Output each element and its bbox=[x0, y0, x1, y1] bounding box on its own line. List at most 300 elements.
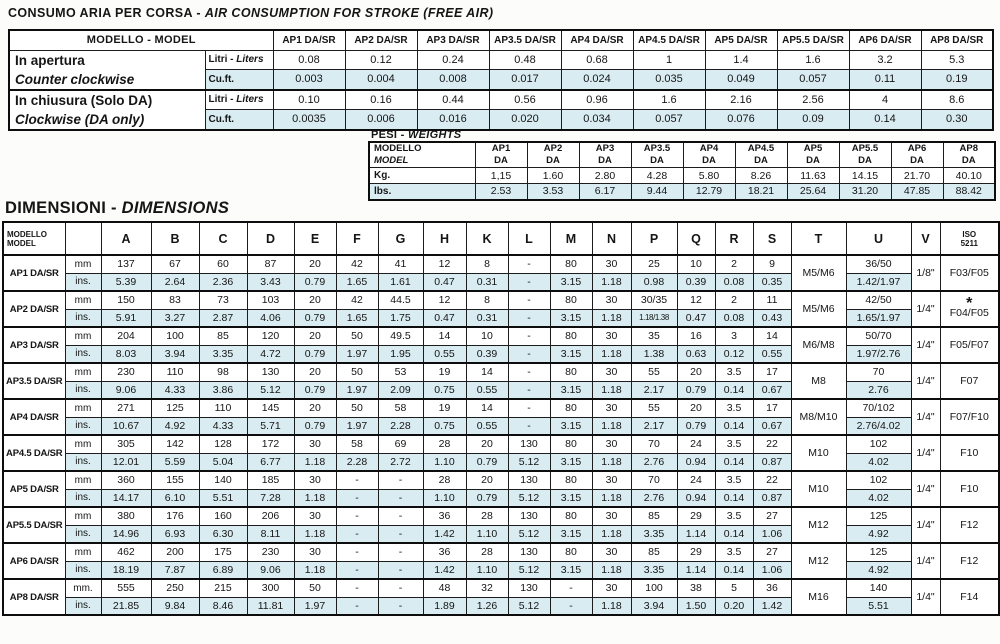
dim-value-cell: 3.15 bbox=[550, 417, 592, 435]
dim-model-label: AP3.5 DA/SR bbox=[3, 363, 65, 399]
dim-unit-label-ins: ins. bbox=[65, 345, 101, 363]
dim-value-cell: 85 bbox=[631, 543, 677, 561]
dim-value-cell: 32 bbox=[466, 579, 508, 597]
weights-model-name: AP3 bbox=[595, 143, 615, 154]
dim-value-cell: 1.42 bbox=[753, 597, 791, 615]
dimensions-unit-column-header bbox=[65, 222, 101, 255]
dim-value-cell: 1.18 bbox=[592, 273, 631, 291]
air-value-cell: 0.034 bbox=[561, 110, 633, 130]
weights-title bbox=[371, 129, 461, 141]
dim-value-cell: 14.96 bbox=[101, 525, 151, 543]
weights-value-cell: 1,15 bbox=[475, 168, 527, 184]
dim-value-cell: 1.18 bbox=[294, 453, 336, 471]
dim-value-cell: 73 bbox=[199, 291, 247, 309]
dim-value-cell: 20 bbox=[294, 363, 336, 381]
weights-data-row bbox=[369, 168, 995, 184]
air-value-cell: 1 bbox=[633, 50, 705, 70]
dim-value-cell: 5.12 bbox=[508, 525, 550, 543]
dim-value-cell: 0.47 bbox=[423, 273, 466, 291]
dim-value-cell: 2 bbox=[715, 291, 753, 309]
dim-value-cell: 20 bbox=[294, 291, 336, 309]
dim-iso-value: F07/F10 bbox=[949, 410, 989, 423]
air-value-cell: 0.004 bbox=[345, 70, 417, 90]
dim-value-cell: 30 bbox=[592, 435, 631, 453]
dim-mm-row bbox=[3, 543, 999, 561]
weights-model-type: DA bbox=[650, 155, 664, 166]
weights-model-type: DA bbox=[702, 155, 716, 166]
dim-column-header: M bbox=[550, 222, 592, 255]
weights-row-label: lbs. bbox=[369, 184, 475, 200]
dim-value-cell: 200 bbox=[151, 543, 199, 561]
weights-value-cell: 21.70 bbox=[891, 168, 943, 184]
dim-value-cell: 1.18 bbox=[592, 525, 631, 543]
dim-value-cell: 8.03 bbox=[101, 345, 151, 363]
air-corner-header: MODELLO - MODEL bbox=[9, 30, 273, 50]
air-value-cell: 0.035 bbox=[633, 70, 705, 90]
dim-value-cell: - bbox=[508, 381, 550, 399]
dim-value-cell: 29 bbox=[677, 507, 715, 525]
dim-column-header: N bbox=[592, 222, 631, 255]
dim-value-cell: 30 bbox=[294, 543, 336, 561]
dim-value-cell: 1.97 bbox=[336, 417, 378, 435]
dim-value-cell: 1.18 bbox=[294, 561, 336, 579]
dim-u-mm-cell: 70/102 bbox=[846, 399, 911, 417]
dimensions-table bbox=[2, 221, 1000, 616]
dim-mm-row bbox=[3, 507, 999, 525]
dim-value-cell: 462 bbox=[101, 543, 151, 561]
air-unit-label bbox=[205, 90, 273, 110]
dim-unit-label-mm: mm bbox=[65, 543, 101, 561]
dim-value-cell: 2.72 bbox=[378, 453, 423, 471]
air-value-cell: 0.19 bbox=[921, 70, 993, 90]
dim-value-cell: 1.65 bbox=[336, 273, 378, 291]
dim-value-cell: 1.65 bbox=[336, 309, 378, 327]
dim-value-cell: - bbox=[336, 525, 378, 543]
weights-table bbox=[368, 141, 996, 201]
dim-value-cell: 14.17 bbox=[101, 489, 151, 507]
air-value-cell: 0.56 bbox=[489, 90, 561, 110]
iso-header-line2: 5211 bbox=[960, 238, 978, 248]
dim-value-cell: 3.15 bbox=[550, 525, 592, 543]
dim-value-cell: 53 bbox=[378, 363, 423, 381]
dim-value-cell: 142 bbox=[151, 435, 199, 453]
dim-value-cell: 67 bbox=[151, 255, 199, 273]
dim-value-cell: 36 bbox=[423, 507, 466, 525]
dim-value-cell: 1.18 bbox=[592, 417, 631, 435]
dim-value-cell: 0.14 bbox=[715, 453, 753, 471]
dim-value-cell: - bbox=[508, 417, 550, 435]
dim-value-cell: 1.97 bbox=[336, 381, 378, 399]
dim-value-cell: 30 bbox=[294, 507, 336, 525]
dim-value-cell: 3.35 bbox=[199, 345, 247, 363]
dim-value-cell: 7.28 bbox=[247, 489, 294, 507]
dim-value-cell: 0.55 bbox=[753, 345, 791, 363]
dim-value-cell: 80 bbox=[550, 399, 592, 417]
dim-value-cell: 2.17 bbox=[631, 381, 677, 399]
dim-unit-label-mm: mm bbox=[65, 291, 101, 309]
dim-value-cell: 305 bbox=[101, 435, 151, 453]
dim-value-cell: 14 bbox=[466, 399, 508, 417]
dim-value-cell: 14 bbox=[753, 327, 791, 345]
dim-value-cell: 0.14 bbox=[715, 525, 753, 543]
dim-value-cell: 30 bbox=[592, 507, 631, 525]
dim-value-cell: 3.35 bbox=[631, 561, 677, 579]
dim-value-cell: - bbox=[336, 471, 378, 489]
dim-value-cell: 0.31 bbox=[466, 273, 508, 291]
dim-value-cell: 5.71 bbox=[247, 417, 294, 435]
dim-unit-label-ins: ins. bbox=[65, 381, 101, 399]
dim-value-cell: 120 bbox=[247, 327, 294, 345]
air-value-cell: 0.09 bbox=[777, 110, 849, 130]
dim-value-cell: 3.35 bbox=[631, 525, 677, 543]
weights-value-cell: 40.10 bbox=[943, 168, 995, 184]
dim-value-cell: 5.39 bbox=[101, 273, 151, 291]
dim-value-cell: 130 bbox=[508, 471, 550, 489]
dim-value-cell: 3.5 bbox=[715, 399, 753, 417]
dim-port-cell: 1/4" bbox=[911, 543, 940, 579]
dim-value-cell: 30 bbox=[294, 435, 336, 453]
dim-value-cell: 3.5 bbox=[715, 435, 753, 453]
weights-value-cell: 2.53 bbox=[475, 184, 527, 200]
weights-value-cell: 88.42 bbox=[943, 184, 995, 200]
air-unit-text: Cu.ft. bbox=[208, 113, 235, 125]
dim-value-cell: 19 bbox=[423, 363, 466, 381]
dim-unit-label-ins: ins. bbox=[65, 489, 101, 507]
dim-value-cell: 0.55 bbox=[423, 345, 466, 363]
dim-value-cell: 0.79 bbox=[677, 381, 715, 399]
dim-u-ins-cell: 1.42/1.97 bbox=[846, 273, 911, 291]
dim-model-label: AP5 DA/SR bbox=[3, 471, 65, 507]
air-consumption-table bbox=[8, 29, 994, 131]
dim-value-cell: 230 bbox=[247, 543, 294, 561]
dim-value-cell: 14 bbox=[423, 327, 466, 345]
dim-iso-value: F10 bbox=[960, 482, 979, 495]
air-unit-text: Cu.ft. bbox=[208, 73, 235, 85]
dim-value-cell: 250 bbox=[151, 579, 199, 597]
dim-unit-label-mm: mm bbox=[65, 507, 101, 525]
air-value-cell: 0.44 bbox=[417, 90, 489, 110]
dim-value-cell: 55 bbox=[631, 363, 677, 381]
dim-iso-value: F14 bbox=[960, 590, 979, 603]
dim-value-cell: 0.14 bbox=[715, 381, 753, 399]
dim-value-cell: 4.33 bbox=[199, 417, 247, 435]
dim-value-cell: 8 bbox=[466, 255, 508, 273]
dim-unit-label-ins: ins. bbox=[65, 417, 101, 435]
dim-value-cell: 100 bbox=[631, 579, 677, 597]
dim-value-cell: 0.79 bbox=[294, 381, 336, 399]
dim-value-cell: 48 bbox=[423, 579, 466, 597]
dim-value-cell: 0.14 bbox=[715, 489, 753, 507]
weights-model-name: AP1 bbox=[491, 143, 511, 154]
dim-value-cell: 160 bbox=[199, 507, 247, 525]
dim-value-cell: 0.43 bbox=[753, 309, 791, 327]
dim-u-mm-cell: 102 bbox=[846, 471, 911, 489]
weights-value-cell: 18.21 bbox=[735, 184, 787, 200]
dim-value-cell: 1.26 bbox=[466, 597, 508, 615]
dim-unit-label-ins: ins. bbox=[65, 309, 101, 327]
dim-value-cell: - bbox=[336, 579, 378, 597]
dim-value-cell: 140 bbox=[199, 471, 247, 489]
dim-value-cell: 3 bbox=[715, 327, 753, 345]
dim-u-ins-cell: 4.92 bbox=[846, 525, 911, 543]
dim-value-cell: 30 bbox=[294, 471, 336, 489]
dim-value-cell: 0.31 bbox=[466, 309, 508, 327]
air-unit-label bbox=[205, 50, 273, 70]
dim-unit-label-mm: mm. bbox=[65, 579, 101, 597]
dim-u-ins-cell: 4.92 bbox=[846, 561, 911, 579]
air-value-cell: 0.96 bbox=[561, 90, 633, 110]
weights-model-type: DA bbox=[598, 155, 612, 166]
dim-value-cell: 14 bbox=[466, 363, 508, 381]
dim-value-cell: 175 bbox=[199, 543, 247, 561]
air-data-row bbox=[9, 90, 993, 110]
dim-thread-cell: M5/M6 bbox=[791, 255, 846, 291]
dim-u-mm-cell: 140 bbox=[846, 579, 911, 597]
dim-value-cell: 5.12 bbox=[508, 453, 550, 471]
dim-value-cell: 0.08 bbox=[715, 273, 753, 291]
dim-value-cell: 103 bbox=[247, 291, 294, 309]
weights-model-header bbox=[579, 142, 631, 168]
dim-value-cell: 0.75 bbox=[423, 417, 466, 435]
dim-value-cell: - bbox=[508, 399, 550, 417]
air-model-header: AP5 DA/SR bbox=[705, 30, 777, 50]
dim-value-cell: 80 bbox=[550, 471, 592, 489]
dim-u-ins-cell: 4.02 bbox=[846, 489, 911, 507]
air-value-cell: 0.16 bbox=[345, 90, 417, 110]
dim-iso-value: F07 bbox=[960, 374, 979, 387]
air-value-cell: 4 bbox=[849, 90, 921, 110]
air-value-cell: 0.057 bbox=[633, 110, 705, 130]
weights-data-row bbox=[369, 184, 995, 200]
dim-port-cell: 1/4" bbox=[911, 507, 940, 543]
weights-value-cell: 8.26 bbox=[735, 168, 787, 184]
air-model-header: AP1 DA/SR bbox=[273, 30, 345, 50]
dim-value-cell: 1.14 bbox=[677, 561, 715, 579]
dim-value-cell: 50 bbox=[336, 363, 378, 381]
dim-column-header: R bbox=[715, 222, 753, 255]
dim-unit-label-ins: ins. bbox=[65, 525, 101, 543]
dim-value-cell: 30 bbox=[592, 543, 631, 561]
dim-value-cell: 2 bbox=[715, 255, 753, 273]
dim-value-cell: 30 bbox=[592, 363, 631, 381]
dim-value-cell: 20 bbox=[677, 399, 715, 417]
weights-title-italian: PESI - bbox=[371, 129, 408, 141]
weights-model-header bbox=[631, 142, 683, 168]
dim-value-cell: 28 bbox=[466, 507, 508, 525]
dim-value-cell: 70 bbox=[631, 471, 677, 489]
dim-value-cell: 0.39 bbox=[466, 345, 508, 363]
dim-value-cell: 172 bbox=[247, 435, 294, 453]
dim-value-cell: 137 bbox=[101, 255, 151, 273]
dim-ins-row bbox=[3, 381, 999, 399]
dim-value-cell: 4.06 bbox=[247, 309, 294, 327]
weights-value-cell: 47.85 bbox=[891, 184, 943, 200]
dim-ins-row bbox=[3, 489, 999, 507]
dim-value-cell: 1.14 bbox=[677, 525, 715, 543]
dim-value-cell: - bbox=[378, 525, 423, 543]
dim-value-cell: 5.12 bbox=[508, 561, 550, 579]
dim-value-cell: 50 bbox=[294, 579, 336, 597]
dim-unit-label-ins: ins. bbox=[65, 273, 101, 291]
weights-model-name: AP8 bbox=[959, 143, 978, 154]
dim-u-ins-cell: 2.76 bbox=[846, 381, 911, 399]
dim-value-cell: 155 bbox=[151, 471, 199, 489]
air-unit-label bbox=[205, 70, 273, 90]
dim-value-cell: 25 bbox=[631, 255, 677, 273]
dim-value-cell: 28 bbox=[423, 471, 466, 489]
air-model-header: AP5.5 DA/SR bbox=[777, 30, 849, 50]
weights-value-cell: 11.63 bbox=[787, 168, 839, 184]
dim-value-cell: 1.18 bbox=[592, 309, 631, 327]
dim-ins-row bbox=[3, 273, 999, 291]
dim-value-cell: - bbox=[550, 579, 592, 597]
dim-iso-cell bbox=[940, 507, 999, 543]
weights-model-type: DA bbox=[494, 155, 508, 166]
dim-port-cell: 1/4" bbox=[911, 327, 940, 363]
dim-value-cell: 22 bbox=[753, 471, 791, 489]
dim-value-cell: 30/35 bbox=[631, 291, 677, 309]
dim-mm-row bbox=[3, 471, 999, 489]
dim-ins-row bbox=[3, 561, 999, 579]
dim-value-cell: 0.98 bbox=[631, 273, 677, 291]
dim-value-cell: 1.18 bbox=[592, 489, 631, 507]
dim-value-cell: 6.10 bbox=[151, 489, 199, 507]
weights-model-type: DA bbox=[961, 155, 976, 166]
dim-value-cell: 80 bbox=[550, 327, 592, 345]
dim-thread-cell: M10 bbox=[791, 471, 846, 507]
dim-value-cell: 10.67 bbox=[101, 417, 151, 435]
weights-value-cell: 12.79 bbox=[683, 184, 735, 200]
dim-value-cell: 9.06 bbox=[101, 381, 151, 399]
dim-value-cell: 110 bbox=[151, 363, 199, 381]
dim-value-cell: 0.79 bbox=[294, 345, 336, 363]
dim-iso-cell bbox=[940, 327, 999, 363]
dim-column-header: A bbox=[101, 222, 151, 255]
weights-title-english: WEIGHTS bbox=[407, 129, 462, 141]
dim-value-cell: 1.89 bbox=[423, 597, 466, 615]
weights-model-type: DA bbox=[754, 155, 768, 166]
dim-port-cell: 1/4" bbox=[911, 579, 940, 615]
dim-unit-label-ins: ins. bbox=[65, 453, 101, 471]
dim-u-mm-cell: 50/70 bbox=[846, 327, 911, 345]
weights-model-name: AP4.5 bbox=[747, 143, 775, 154]
dimensions-corner-header bbox=[3, 222, 65, 255]
dim-column-header: B bbox=[151, 222, 199, 255]
air-value-cell: 0.076 bbox=[705, 110, 777, 130]
dim-value-cell: 60 bbox=[199, 255, 247, 273]
dim-value-cell: 9.84 bbox=[151, 597, 199, 615]
dim-value-cell: - bbox=[378, 489, 423, 507]
dim-iso-value: F12 bbox=[960, 554, 979, 567]
dim-value-cell: 24 bbox=[677, 435, 715, 453]
dim-value-cell: 3.94 bbox=[631, 597, 677, 615]
dim-model-label: AP4 DA/SR bbox=[3, 399, 65, 435]
dim-u-ins-cell: 5.51 bbox=[846, 597, 911, 615]
dim-iso-value: F03/F05 bbox=[949, 266, 989, 279]
dim-u-ins-cell: 1.65/1.97 bbox=[846, 309, 911, 327]
dim-column-header-v: V bbox=[911, 222, 940, 255]
dim-value-cell: 1.18 bbox=[592, 597, 631, 615]
dim-value-cell: 42 bbox=[336, 291, 378, 309]
dim-value-cell: 9.06 bbox=[247, 561, 294, 579]
dim-value-cell: 128 bbox=[199, 435, 247, 453]
air-value-cell: 0.006 bbox=[345, 110, 417, 130]
dim-value-cell: 2.76 bbox=[631, 453, 677, 471]
dim-value-cell: 130 bbox=[508, 507, 550, 525]
dim-value-cell: 1.95 bbox=[378, 345, 423, 363]
dim-value-cell: 1.18 bbox=[592, 345, 631, 363]
dim-value-cell: 150 bbox=[101, 291, 151, 309]
dim-value-cell: - bbox=[508, 327, 550, 345]
dim-value-cell: - bbox=[378, 507, 423, 525]
dim-value-cell: - bbox=[336, 561, 378, 579]
dim-u-mm-cell: 70 bbox=[846, 363, 911, 381]
dim-value-cell: 1.18 bbox=[294, 525, 336, 543]
dim-value-cell: 30 bbox=[592, 471, 631, 489]
air-model-header: AP3.5 DA/SR bbox=[489, 30, 561, 50]
dim-thread-cell: M6/M8 bbox=[791, 327, 846, 363]
dim-value-cell: 0.20 bbox=[715, 597, 753, 615]
dim-value-cell: 9 bbox=[753, 255, 791, 273]
dim-value-cell: 130 bbox=[247, 363, 294, 381]
dim-value-cell: 10 bbox=[677, 255, 715, 273]
dim-thread-cell: M12 bbox=[791, 543, 846, 579]
dim-unit-label-mm: mm bbox=[65, 255, 101, 273]
dim-value-cell: 125 bbox=[151, 399, 199, 417]
dim-mm-row bbox=[3, 579, 999, 597]
dim-value-cell: 30 bbox=[592, 399, 631, 417]
dim-value-cell: 29 bbox=[677, 543, 715, 561]
iso-star-marker: * bbox=[966, 294, 973, 312]
weights-model-name: AP5.5 bbox=[851, 143, 879, 154]
weights-model-name: AP2 bbox=[543, 143, 563, 154]
dim-value-cell: 5.12 bbox=[508, 597, 550, 615]
air-value-cell: 1.6 bbox=[777, 50, 849, 70]
dim-column-header: L bbox=[508, 222, 550, 255]
dim-unit-label-ins: ins. bbox=[65, 597, 101, 615]
dim-value-cell: 2.28 bbox=[378, 417, 423, 435]
dim-value-cell: 300 bbox=[247, 579, 294, 597]
dim-value-cell: 4.92 bbox=[151, 417, 199, 435]
dim-value-cell: 20 bbox=[466, 471, 508, 489]
dim-value-cell: 6.77 bbox=[247, 453, 294, 471]
dim-model-label: AP1 DA/SR bbox=[3, 255, 65, 291]
dim-value-cell: 2.36 bbox=[199, 273, 247, 291]
dim-value-cell: 3.15 bbox=[550, 345, 592, 363]
air-unit-text: Litri - bbox=[208, 54, 237, 66]
weights-value-cell: 14.15 bbox=[839, 168, 891, 184]
dim-value-cell: 110 bbox=[199, 399, 247, 417]
dim-value-cell: 3.5 bbox=[715, 507, 753, 525]
dim-value-cell: 30 bbox=[592, 579, 631, 597]
weights-corner-header bbox=[369, 142, 475, 168]
dimensions-corner-line1: MODELLO bbox=[7, 229, 47, 239]
dim-value-cell: 3.5 bbox=[715, 363, 753, 381]
dim-value-cell: 0.79 bbox=[677, 417, 715, 435]
weights-value-cell: 4.28 bbox=[631, 168, 683, 184]
dim-value-cell: 12.01 bbox=[101, 453, 151, 471]
dim-value-cell: 17 bbox=[753, 363, 791, 381]
dim-value-cell: 1.18 bbox=[294, 489, 336, 507]
dim-value-cell: 0.12 bbox=[715, 345, 753, 363]
dimensions-title-italian: DIMENSIONI - bbox=[5, 199, 122, 217]
dim-value-cell: 28 bbox=[466, 543, 508, 561]
weights-model-header bbox=[475, 142, 527, 168]
dim-value-cell: 27 bbox=[753, 507, 791, 525]
dim-value-cell: 5.51 bbox=[199, 489, 247, 507]
dim-iso-value: F10 bbox=[960, 446, 979, 459]
dim-value-cell: 0.39 bbox=[677, 273, 715, 291]
